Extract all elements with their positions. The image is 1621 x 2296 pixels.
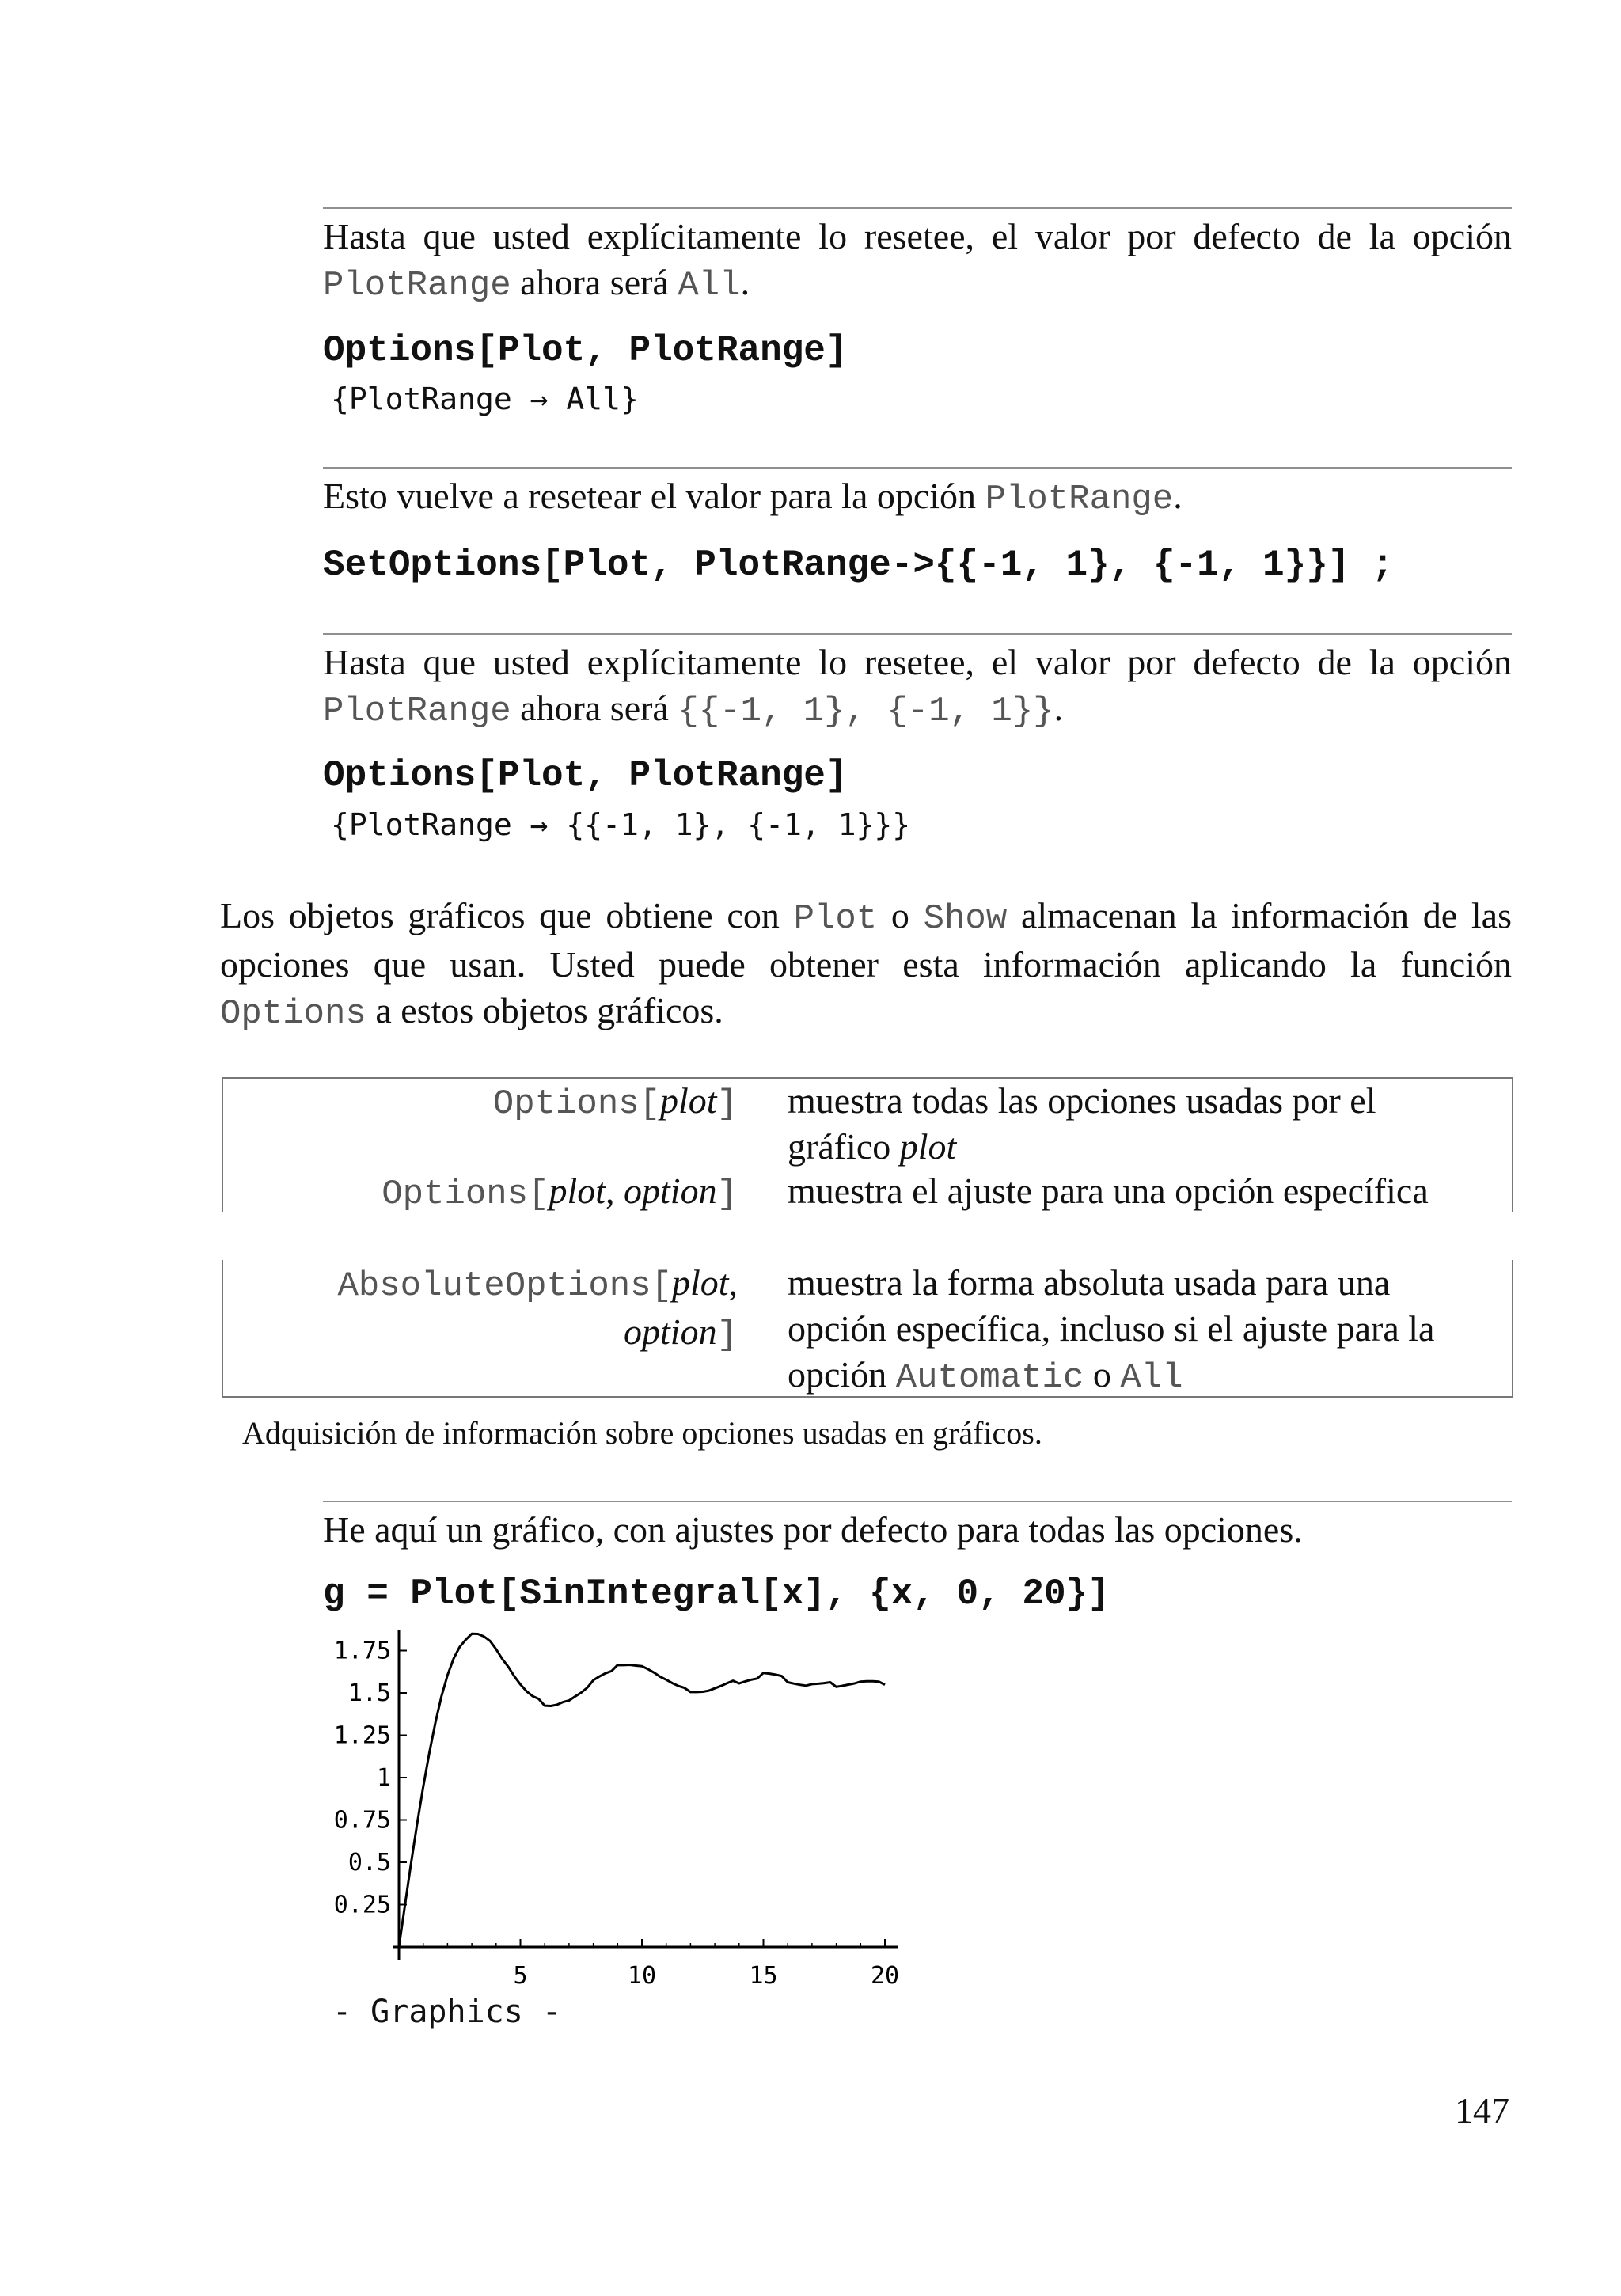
para-text-d: a estos objetos gráficos.: [366, 990, 723, 1030]
table-row-2-description: muestra el ajuste para una opción específica: [788, 1171, 1429, 1211]
cell-1-text-c: .: [740, 262, 750, 302]
table-row-1-description: muestra todas las opciones usadas por el gráfico plot: [788, 1080, 1376, 1167]
cell-2-input[interactable]: SetOptions[Plot, PlotRange->{{-1, 1}, {-1, 1}}] ;: [323, 545, 1394, 586]
cell-4-input[interactable]: g = Plot[SinIntegral[x], {x, 0, 20}]: [323, 1573, 1110, 1615]
y-tick-label-0.25: 0.25: [333, 1891, 391, 1919]
table-row-2-function: Options[plot, option]: [382, 1171, 738, 1214]
y-tick-label-0.75: 0.75: [333, 1806, 391, 1835]
cell-2-code-plotrange: PlotRange: [985, 480, 1174, 519]
x-tick-label-15: 15: [749, 1962, 778, 1990]
x-tick-label-10: 10: [627, 1962, 657, 1990]
cell-3-text-b: ahora será: [511, 688, 678, 728]
table-caption: Adquisición de información sobre opciones usadas en gráficos.: [242, 1415, 1042, 1451]
cell-4-output: - Graphics -: [332, 1994, 561, 2030]
cell-1-code-plotrange: PlotRange: [323, 266, 511, 306]
cell-3-output: {PlotRange → {{-1, 1}, {-1, 1}}}: [331, 807, 911, 842]
cell-3-code-range: {{-1, 1}, {-1, 1}}: [678, 692, 1054, 731]
cell-separator-2: [323, 467, 1512, 469]
y-tick-label-1.25: 1.25: [333, 1721, 391, 1750]
cell-1-output: {PlotRange → All}: [331, 381, 639, 416]
table-row-3-description: muestra la forma absoluta usada para una opción específica, incluso si el ajuste para la opción Automatic o All: [788, 1262, 1435, 1398]
table-row-1-function: Options[plot]: [492, 1080, 738, 1124]
cell-2-text-a: Esto vuelve a resetear el valor para la opción: [323, 476, 985, 516]
cell-1-code-all: All: [678, 266, 741, 306]
para-text-c: almacenan la información de las opciones que usan. Usted puede obtener esta información aplicando la función: [220, 895, 1513, 985]
cell-1-text: [323, 214, 1512, 309]
cell-3-input[interactable]: Options[Plot, PlotRange]: [323, 755, 848, 796]
cell-separator-1: [323, 207, 1512, 209]
cell-3-text-a: Hasta que usted explícitamente lo resetee, el valor por defecto de la opción: [323, 642, 1512, 682]
cell-4-text: He aquí un gráfico, con ajustes por defecto para todas las opciones.: [323, 1509, 1303, 1550]
para-code-plot: Plot: [793, 899, 878, 939]
table-row-3-function: AbsoluteOptions[plot, option]: [337, 1262, 738, 1355]
para-code-show: Show: [923, 899, 1008, 939]
cell-3-text-c: .: [1053, 688, 1064, 728]
cell-separator-4: [323, 1501, 1512, 1502]
y-tick-label-1: 1: [376, 1764, 391, 1792]
cell-1-text-b: ahora será: [511, 262, 678, 302]
cell-separator-3: [323, 633, 1512, 635]
cell-1-text-a: Hasta que usted explícitamente lo resetee, el valor por defecto de la opción: [323, 216, 1512, 256]
x-tick-label-20: 20: [870, 1962, 900, 1990]
cell-3-code-plotrange: PlotRange: [323, 692, 511, 731]
body-paragraph: [220, 893, 1512, 1037]
y-tick-label-0.5: 0.5: [347, 1849, 391, 1877]
x-tick-label-5: 5: [513, 1962, 528, 1990]
cell-2-text-b: .: [1173, 476, 1183, 516]
page-number: 147: [1455, 2090, 1509, 2131]
cell-1-input[interactable]: Options[Plot, PlotRange]: [323, 330, 848, 371]
cell-2-text: [323, 473, 1512, 522]
cell-3-text: [323, 639, 1512, 734]
para-text-a: Los objetos gráficos que obtiene con: [220, 895, 794, 935]
y-tick-label-1.5: 1.5: [347, 1679, 391, 1707]
y-tick-label-1.75: 1.75: [333, 1637, 391, 1665]
para-code-options: Options: [220, 994, 366, 1034]
para-text-b: o: [877, 895, 924, 935]
sinintegral-plot: [317, 1630, 918, 1994]
sinintegral-curve: [399, 1634, 885, 1947]
